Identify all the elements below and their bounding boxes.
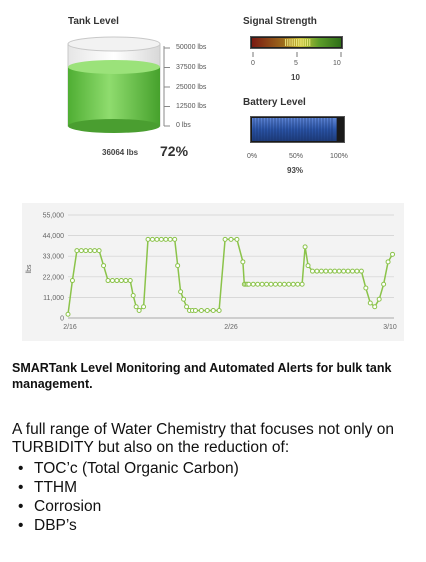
chart-data-point (241, 260, 245, 264)
chart-gridlines (68, 215, 394, 318)
chart-data-point (303, 245, 307, 249)
chart-data-point (346, 269, 350, 273)
chart-data-point (128, 279, 132, 283)
tank-liquid (68, 67, 160, 126)
battery-level-meter (250, 116, 346, 144)
chart-x-tick-label: 2/16 (63, 324, 77, 331)
signal-stripe (285, 39, 286, 46)
chart-data-point (319, 269, 323, 273)
tank-scale-label-3: 12500 lbs (176, 103, 207, 110)
chart-data-point (296, 282, 300, 286)
signal-stripe (305, 39, 306, 46)
chart-data-point (119, 279, 123, 283)
chart-data-point (269, 282, 273, 286)
chart-x-tick-label: 3/10 (383, 324, 397, 331)
chart-data-point (159, 237, 163, 241)
chart-data-point (342, 269, 346, 273)
chart-data-point (373, 305, 377, 309)
chart-data-point (79, 249, 83, 253)
chart-data-point (110, 279, 114, 283)
chart-data-point (256, 282, 260, 286)
chart-data-point (193, 309, 197, 313)
signal-stripe (296, 39, 297, 46)
signal-tick-label-0: 0 (251, 60, 255, 67)
chart-data-point (306, 264, 310, 268)
signal-stripe (287, 39, 288, 46)
chart-data-point (168, 237, 172, 241)
list-item: • TTHM (12, 478, 414, 497)
chart-data-point (185, 305, 189, 309)
chart-data-point (235, 237, 239, 241)
battery-tick-label-100: 100% (330, 153, 348, 160)
chart-data-point (287, 282, 291, 286)
tank-percent-value: 72% (160, 143, 189, 159)
signal-tick-label-5: 5 (294, 60, 298, 67)
chart-y-tick-label: 55,000 (42, 212, 64, 220)
chart-data-point (265, 282, 269, 286)
chart-data-point (247, 282, 251, 286)
chart-data-point (377, 297, 381, 301)
tank-scale-label-2: 25000 lbs (176, 84, 207, 91)
chart-data-point (115, 279, 119, 283)
chart-data-point (260, 282, 264, 286)
chart-data-point (223, 237, 227, 241)
chart-y-tick-label: 11,000 (43, 294, 64, 302)
chart-data-point (359, 269, 363, 273)
chart-data-point (93, 249, 97, 253)
tank-liquid-surface (68, 60, 160, 74)
tank-level-title: Tank Level (68, 16, 119, 27)
signal-tick-marks (250, 52, 344, 58)
signal-stripe (289, 39, 290, 46)
chart-data-point (324, 269, 328, 273)
description-intro: A full range of Water Chemistry that focuses not only on TURBIDITY but also on the reduction of: (12, 421, 394, 456)
chart-data-point (391, 252, 395, 256)
tank-scale-label-0: 50000 lbs (176, 44, 207, 51)
chart-data-point (315, 269, 319, 273)
battery-tick-label-0: 0% (247, 153, 258, 160)
battery-level-value: 93% (287, 166, 304, 175)
chart-data-point (229, 237, 233, 241)
chart-y-tick-label: 0 (60, 315, 64, 323)
battery-level-segments (254, 118, 332, 141)
list-item: • DBP’s (12, 516, 414, 535)
signal-stripe (292, 39, 293, 46)
chart-data-point (328, 269, 332, 273)
chart-data-point (88, 249, 92, 253)
chart-data-point (282, 282, 286, 286)
chart-data-point (182, 297, 186, 301)
chart-x-tick-labels (63, 324, 397, 331)
signal-strength-meter (250, 36, 344, 52)
chart-data-point (205, 309, 209, 313)
chart-data-point (278, 282, 282, 286)
chart-data-point (211, 309, 215, 313)
chart-data-point (386, 260, 390, 264)
chart-data-point (351, 269, 355, 273)
chart-data-point (150, 237, 154, 241)
chart-data-point (173, 237, 177, 241)
chart-data-point (124, 279, 128, 283)
chart-y-axis-label: lbs (26, 264, 33, 274)
chart-data-point (131, 294, 135, 298)
chart-data-point (97, 249, 101, 253)
chart-data-point (251, 282, 255, 286)
chart-data-point (179, 290, 183, 294)
chart-y-tick-labels (43, 213, 65, 323)
chart-data-point (368, 301, 372, 305)
chart-data-point (164, 237, 168, 241)
chart-data-point (66, 312, 70, 316)
signal-stripe (294, 39, 295, 46)
chart-data-point (155, 237, 159, 241)
caption-text: SMARTank Level Monitoring and Automated Alerts for bulk tank management. (12, 361, 392, 391)
chart-data-point (300, 282, 304, 286)
chart-data-point (75, 249, 79, 253)
list-item: • Corrosion (12, 497, 414, 516)
chart-data-point (106, 279, 110, 283)
chart-data-point (217, 309, 221, 313)
chart-data-point (199, 309, 203, 313)
list-item: • TOC’c (Total Organic Carbon) (12, 459, 414, 478)
chart-x-tick-label: 2/26 (224, 324, 238, 331)
signal-stripe (300, 39, 301, 46)
chart-data-point (273, 282, 277, 286)
chart-data-point (291, 282, 295, 286)
battery-level-title: Battery Level (243, 97, 306, 108)
chart-data-point (311, 269, 315, 273)
chart-data-point (102, 264, 106, 268)
chart-data-point (382, 282, 386, 286)
chart-data-point (355, 269, 359, 273)
chart-data-point (134, 305, 138, 309)
chart-y-tick-label: 22,000 (42, 274, 64, 282)
chart-data-point (337, 269, 341, 273)
tank-scale-label-1: 37500 lbs (176, 64, 207, 71)
signal-stripe (307, 39, 308, 46)
tank-bottom (68, 119, 160, 133)
chart-data-point (70, 279, 74, 283)
battery-level-fill (252, 118, 337, 141)
chart-data-point (137, 309, 141, 313)
signal-stripe (298, 39, 299, 46)
tank-scale-label-4: 0 lbs (176, 122, 191, 129)
signal-strength-value: 10 (291, 73, 300, 82)
chart-y-tick-label: 44,000 (42, 233, 64, 241)
chart-data-point (146, 237, 150, 241)
signal-stripe (303, 39, 304, 46)
chart-data-point (142, 305, 146, 309)
signal-tick-label-10: 10 (333, 60, 341, 67)
battery-tick-label-50: 50% (289, 153, 304, 160)
signal-strength-title: Signal Strength (243, 16, 317, 27)
chart-data-point (176, 264, 180, 268)
chart-data-point (84, 249, 88, 253)
chart-data-point (364, 286, 368, 290)
chart-y-tick-label: 33,000 (42, 253, 64, 261)
chart-data-point (333, 269, 337, 273)
description-bullet-list (12, 459, 414, 535)
tank-weight-value: 36064 lbs (102, 148, 139, 157)
tank-history-chart (22, 203, 404, 341)
tank-scale-ticks (164, 48, 170, 126)
signal-stripe (309, 39, 310, 46)
